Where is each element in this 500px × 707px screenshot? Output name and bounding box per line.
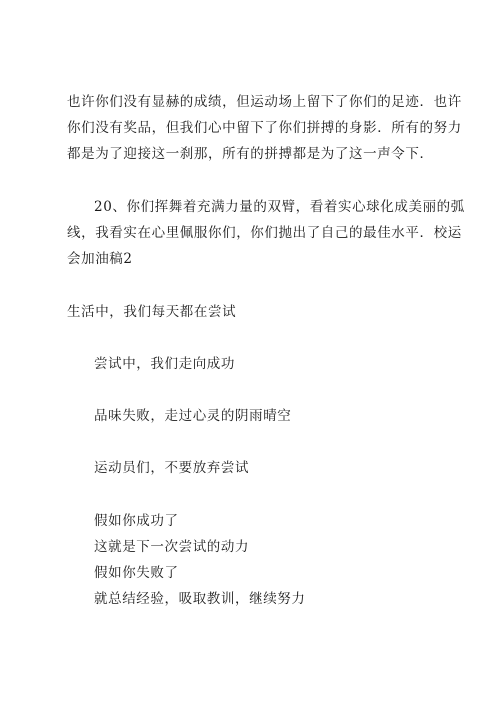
poem-line-6: 这就是下一次尝试的动力 xyxy=(94,539,250,555)
poem-line-2: 尝试中，我们走向成功 xyxy=(94,356,235,372)
paragraph-1-line-2: 你们没有奖品，但我们心中留下了你们拼搏的身影．所有的努力 xyxy=(67,120,462,136)
poem-line-4: 运动员们，不要放弃尝试 xyxy=(94,460,250,476)
poem-line-5: 假如你成功了 xyxy=(94,513,179,529)
poem-line-8: 就总结经验，吸取教训，继续努力 xyxy=(94,591,306,607)
paragraph-1-line-1: 也许你们没有显赫的成绩，但运动场上留下了你们的足迹．也许 xyxy=(67,94,462,110)
paragraph-2-line-2: 线，我看实在心里佩服你们，你们抛出了自己的最佳水平．校运 xyxy=(67,225,462,241)
poem-line-7: 假如你失败了 xyxy=(94,565,179,581)
paragraph-1-line-3: 都是为了迎接这一刹那，所有的拼搏都是为了这一声令下． xyxy=(67,146,434,162)
paragraph-2-line-1: 20、你们挥舞着充满力量的双臂，看着实心球化成美丽的弧 xyxy=(94,199,465,215)
paragraph-2-line-3: 会加油稿2 xyxy=(67,251,133,267)
poem-line-3: 品味失败，走过心灵的阴雨晴空 xyxy=(94,408,292,424)
poem-line-1: 生活中，我们每天都在尝试 xyxy=(67,304,237,320)
